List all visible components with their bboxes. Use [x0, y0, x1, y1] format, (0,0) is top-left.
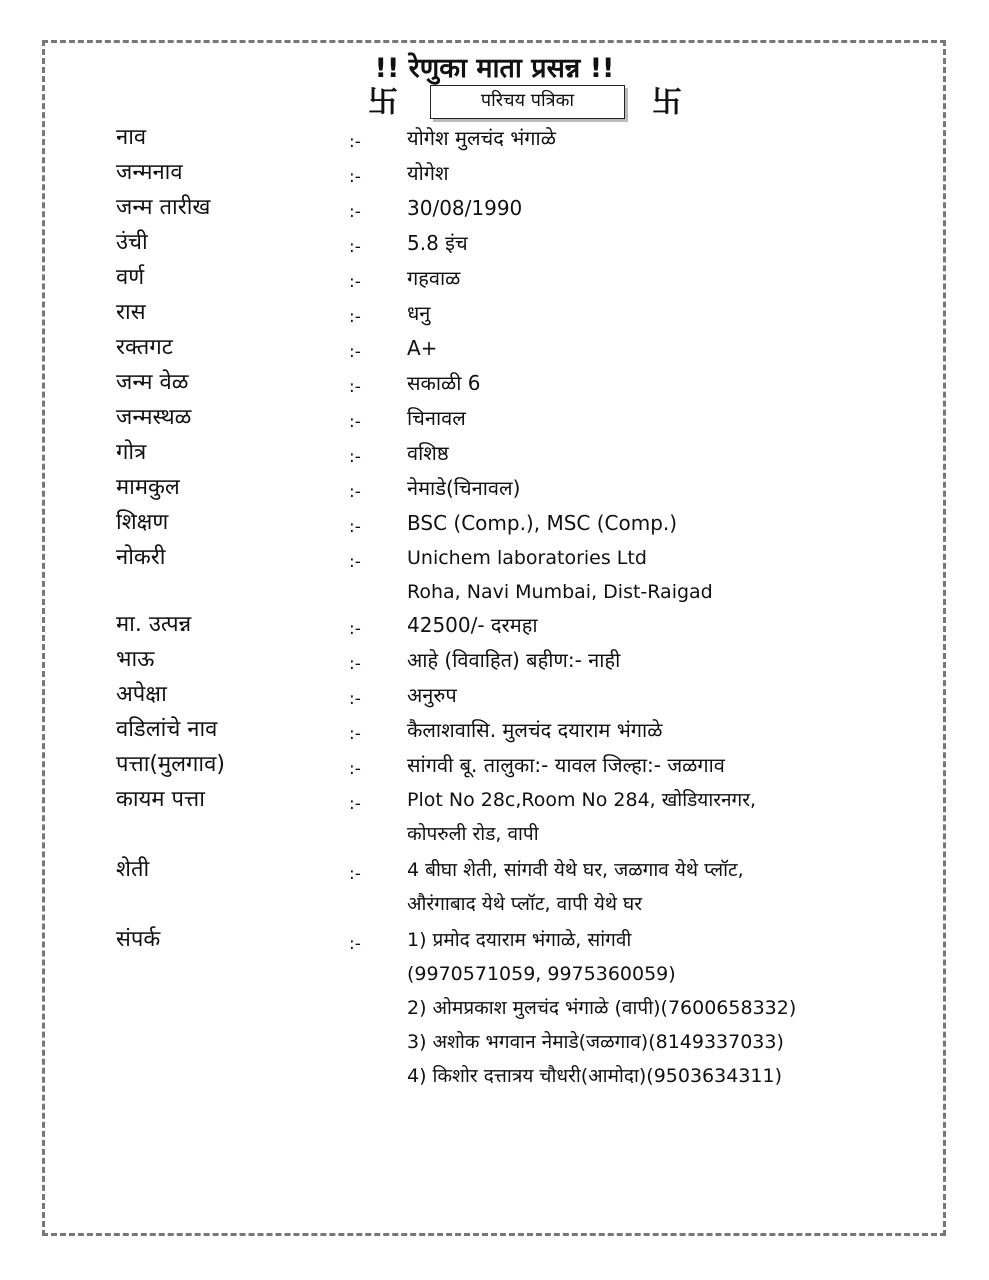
field-value — [407, 506, 677, 540]
field-value-line: सकाळी 6 — [407, 371, 481, 395]
field-separator: :- — [349, 447, 361, 467]
field-value-line: (9970571059, 9975360059) — [407, 963, 676, 985]
field-value — [407, 366, 481, 400]
field-separator: :- — [349, 482, 361, 502]
field-separator: :- — [349, 202, 361, 222]
field-value-line: आहे (विवाहित) बहीण:- नाही — [407, 648, 621, 672]
field-separator: :- — [349, 272, 361, 292]
field-value-line: 1) प्रमोद दयाराम भंगाळे, सांगवी — [407, 929, 632, 951]
field-value — [407, 471, 520, 505]
field-value-line: Roha, Navi Mumbai, Dist-Raigad — [407, 581, 713, 603]
field-label: रक्तगट — [116, 335, 173, 360]
field-label: शिक्षण — [116, 510, 169, 535]
field-value-line: 30/08/1990 — [407, 196, 523, 220]
field-label: मा. उत्पन्न — [116, 612, 192, 637]
field-value-line: नेमाडे(चिनावल) — [407, 476, 521, 500]
field-label: रास — [116, 300, 146, 325]
field-separator: :- — [349, 724, 361, 744]
field-separator: :- — [349, 654, 361, 674]
field-separator: :- — [349, 377, 361, 397]
field-value — [407, 191, 522, 225]
field-value — [407, 678, 457, 712]
field-value-line: अनुरुप — [407, 683, 457, 707]
field-label: नाव — [116, 125, 147, 150]
field-value — [407, 296, 430, 330]
field-label: शेती — [116, 857, 150, 882]
field-value-line: Plot No 28c,Room No 284, खोडियारनगर, — [407, 789, 757, 811]
field-value — [407, 226, 468, 260]
field-label: नोकरी — [116, 545, 166, 570]
field-separator: :- — [349, 307, 361, 327]
field-value-line: Unichem laboratories Ltd — [407, 547, 647, 569]
field-label: संपर्क — [116, 927, 161, 952]
field-separator: :- — [349, 237, 361, 257]
field-value — [407, 783, 756, 851]
subtitle-box: परिचय पत्रिका — [430, 85, 625, 119]
field-label: मामकुल — [116, 475, 180, 500]
field-value — [407, 401, 466, 435]
field-value — [407, 436, 449, 470]
field-separator: :- — [349, 619, 361, 639]
field-value-line: 2) ओमप्रकाश मुलचंद भंगाळे (वापी)(7600658332) — [407, 997, 797, 1019]
field-value-line: योगेश मुलचंद भंगाळे — [407, 126, 556, 150]
field-value-line: योगेश — [407, 161, 449, 185]
field-value — [407, 261, 460, 295]
field-label: जन्मनाव — [116, 160, 183, 185]
field-value — [407, 156, 449, 190]
field-label: वर्ण — [116, 265, 145, 290]
field-separator: :- — [349, 934, 361, 954]
field-value — [407, 643, 620, 677]
field-separator: :- — [349, 864, 361, 884]
page-title: !! रेणुका माता प्रसन्न !! — [374, 53, 615, 84]
field-value-line: 3) अशोक भगवान नेमाडे(जळगाव)(8149337033) — [407, 1031, 784, 1053]
field-label: कायम पत्ता — [116, 787, 205, 812]
field-label: जन्म वेळ — [116, 370, 189, 395]
field-value-line: कैलाशवासि. मुलचंद दयाराम भंगाळे — [407, 718, 663, 742]
field-value — [407, 541, 713, 609]
field-label: पत्ता(मुलगाव) — [116, 752, 225, 777]
field-value-line: औरंगाबाद येथे प्लॉट, वापी येथे घर — [407, 893, 643, 915]
field-value — [407, 923, 796, 1093]
field-separator: :- — [349, 552, 361, 572]
field-separator: :- — [349, 132, 361, 152]
swastika-left-icon: 卐 — [368, 85, 398, 120]
field-value — [407, 853, 744, 921]
field-label: उंची — [116, 230, 148, 255]
field-label: अपेक्षा — [116, 682, 167, 707]
field-separator: :- — [349, 167, 361, 187]
field-value — [407, 713, 662, 747]
field-value-line: A+ — [407, 336, 438, 360]
field-value-line: BSC (Comp.), MSC (Comp.) — [407, 511, 678, 535]
field-value-line: 4) किशोर दत्तात्रय चौधरी(आमोदा)(9503634311) — [407, 1065, 783, 1087]
field-value-line: 42500/- दरमहा — [407, 613, 538, 637]
field-separator: :- — [349, 759, 361, 779]
field-label: वडिलांचे नाव — [116, 717, 218, 742]
field-value-line: धनु — [407, 301, 431, 325]
field-value — [407, 608, 538, 642]
field-value — [407, 331, 437, 365]
field-label: जन्मस्थळ — [116, 405, 192, 430]
swastika-right-icon: 卐 — [652, 85, 682, 120]
field-label: भाऊ — [116, 647, 155, 672]
field-separator: :- — [349, 342, 361, 362]
field-separator: :- — [349, 517, 361, 537]
field-separator: :- — [349, 794, 361, 814]
field-label: जन्म तारीख — [116, 195, 211, 220]
field-label: गोत्र — [116, 440, 147, 465]
field-value — [407, 121, 556, 155]
field-value-line: सांगवी बू. तालुका:- यावल जिल्हा:- जळगाव — [407, 753, 725, 777]
field-separator: :- — [349, 689, 361, 709]
field-value-line: चिनावल — [407, 406, 466, 430]
field-value-line: वशिष्ठ — [407, 441, 449, 465]
field-value-line: कोपरुली रोड, वापी — [407, 823, 539, 845]
field-separator: :- — [349, 412, 361, 432]
field-value-line: गहवाळ — [407, 266, 461, 290]
field-value-line: 5.8 इंच — [407, 231, 468, 255]
field-value-line: 4 बीघा शेती, सांगवी येथे घर, जळगाव येथे प्लॉट, — [407, 859, 744, 881]
field-value — [407, 748, 725, 782]
